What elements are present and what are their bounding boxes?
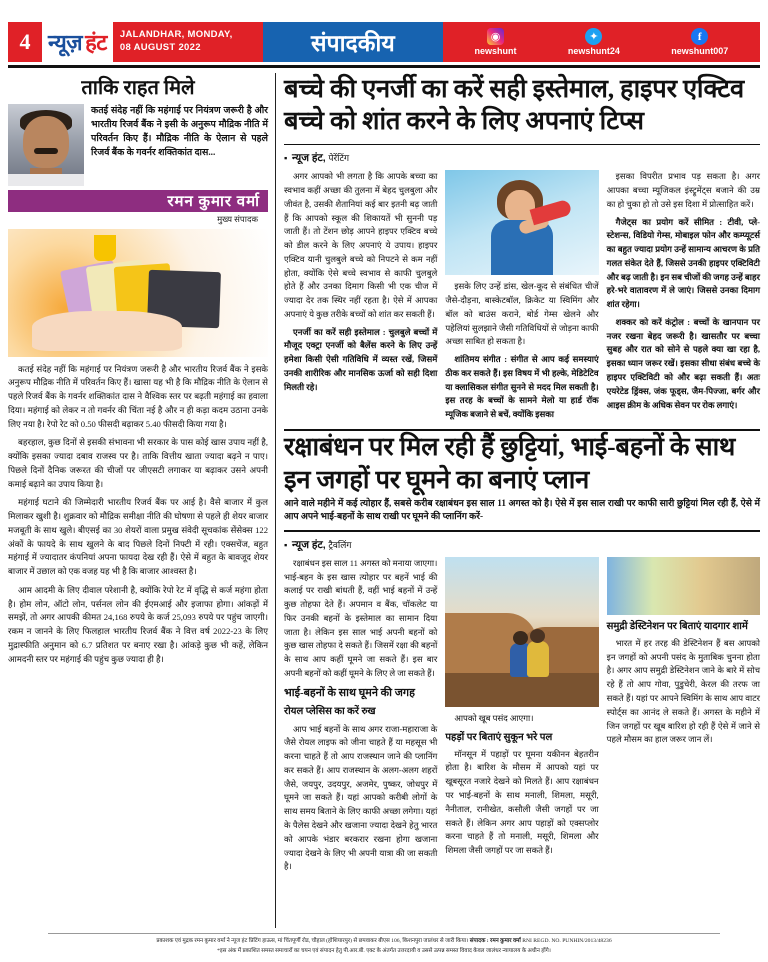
footer-line-1 [24,937,744,947]
byline-desk: ट्रैवलिंग [328,539,352,550]
editorial-body [8,363,268,672]
story-travel-byline [284,538,760,552]
story-para: रक्षाबंधन इस साल 11 अगस्त को मनाया जाएगा। भाई-बहन के इस खास त्योहार पर बहनें भाई की कलाई पर राखी बांधती हैं, वहीं भाई बहनों में उन्हें कुछ तोहफा देते हैं। अपमान व बैंक, चॉकलेट या फिर उनकी बहनों के इस्तेमाल का सामान दिया जाता है। लेकिन इस साल भाई अपनी बहनों को कुछ खास तोहफा दे सकते हैं। जिसमें रक्षा की बहनों के साथ आप कहीं घूमने जा सकते हैं। इस बार अपनी बहनों को कहीं घूमने के लिए ले जा सकते हैं। [284,557,438,678]
photo-face [23,116,69,168]
story-para-subhead: शांतिमय संगीत : संगीत से आप कई समस्याएं ठीक कर सकते हैं। इस विषय में भी हल्के, मेडिटेटिव या क्लासिकल संगीत सुनने से मदद मिल सकती है। इस तरह के बच्चों के सामने मेलो या हार्ड रॉक म्यूजिक बजाने से बचें, क्योंकि इसका [445,354,599,420]
editorial-intro: कतई संदेह नहीं कि महंगाई पर नियंत्रण जरूरी है और भारतीय रिजर्व बैंक ने इसी के अनुरूप मौद्रिक नीति में परिवर्तन किए हैं। मौद्रिक नीति के ऐलान से पहले रिजर्व बैंक के गवर्नर शक्तिकांत दास... [91,105,268,159]
story-travel-headline[interactable]: रक्षाबंधन पर मिल रही हैं छुट्टियां, भाई-बहनों के साथ इन जगहों पर घूमने का बनाएं प्लान [284,432,736,495]
byline-bullet-icon: ▪ [284,153,288,165]
byline-publication: न्यूज हंट, [292,152,326,165]
story-para-subhead: गैजेट्स का प्रयोग करें सीमित : टीवी, प्ले-स्टेशन्स, विडियो गेम्स, मोबाइल फोन और कम्प्यूटर्स का बहुत ज्यादा प्रयोग उन्हें सामान्य आचरण के प्रति गलत संकेत देते हैं, जिससे उनकी हाइपर एक्टिविटी और बढ़ जाती है। इन सब चीजों की जगह उन्हें बाहर हरे-भरे वातावरण में ले जाएं। जिससे उनका दिमाग शांत रहेगा। [606,216,760,310]
story-column-3 [607,170,760,426]
photo-child-yellow [527,641,549,677]
page-content [8,73,760,928]
story-para: इसका विपरीत प्रभाव पड़ सकता है। अगर आपका बच्चा म्यूजिकल इंस्ट्रूमेंट्स बजाने की उम्र का हो चुका हो तो उसे इस दिशा में प्रोत्साहित करें। [606,171,760,209]
masthead [8,22,760,62]
editorial-para: आम आदमी के लिए दीवाल परेशानी है, क्योंकि रेपो रेट में वृद्धि से कर्ज महंगा होता है। होम लोन, ऑटो लोन, पर्सनल लोन की ईएमआई और इजाफा होगा। आंकड़ों में समझें, तो अगर आपकी कीमत 24,168 रुपये के कर्ज 25,093 रुपये पर पहुंच जाएगी। रकम न जानने के लिए फिलहाल भारतीय रिजर्व बैंक ने वित्त वर्ष 2022-23 के लिए मुद्रास्फीति अनुमान को 6.7 प्रतिशत पर बनाए रखा है। आंकड़े कुछ भी कहें, लेकिन आमदनी स्तर पर महंगाई की पहुंच कुछ ज्यादा ही है। [8,584,268,664]
travel-subhead-hills: पहड़ों पर बिताएं सुकून भरे पल [445,731,553,743]
story-column-1 [284,170,437,426]
facebook-icon: f [691,28,708,45]
facebook-handle: newshunt007 [671,46,729,56]
photo-child-blue-head [513,631,528,645]
publication-logo[interactable] [42,22,113,62]
social-instagram[interactable] [475,28,517,56]
story-parenting-byline [284,151,760,165]
story-parenting-columns [284,170,760,426]
date-city-day: JALANDHAR, MONDAY, [119,29,233,41]
instagram-icon: ◉ [487,28,504,45]
travel-column-3 [607,557,760,878]
photo-child-yellow-head [530,629,545,643]
story-para-subhead: शक्कर को करें कंट्रोल : बच्चों के खानपान पर नजर रखना बेहद जरूरी है। खासतौर पर बच्चा सुबह और रात को सोने से पहले क्या खा रहा है, इसका ध्यान जरूर रखें। इसका सीधा संबंध बच्चे के हाइपर एक्टिविटी को और बढ़ा सकती हैं। अतः एयरेटेड ड्रिंक्स, जंक फूड्स, जैम-पिज्जा, बर्गर और आइस क्रीम के अधिक सेवन पर रोक लगाएं। [606,316,760,410]
photo-moustache [34,148,58,154]
logo-text-hunt: हंट [85,30,107,55]
story-para: आप भाई बहनों के साथ अगर राजा-महाराजा के जैसे रोयल लाइफ को जीना चाहते हैं या महसूस भी करना चाहते हैं तो आप राजस्थान जाने की प्लानिंग कर सकते हैं। आप राजस्थान के अलग-अलग शहरों जैसे, जयपुर, उदयपुर, अजमेर, पुष्कर, जोधपुर में घूमने जा सकते हैं। यहां आपको करीबी लोगों के साथ समय बिताने के लिए काफी अच्छा लगेगा। यहां के पैलेस देखने और खजाना ज्यादा देखने हेतु भारत को आपके भंडार बरकरार रखना होगा खजाना ज्यादा देखने के लिए भी अपनी यात्रा की जा सकती है। [284,723,438,872]
story-para: मॉनसून में पहाड़ों पर घूमना यकीनन बेहतरीन होता है। बारिश के मौसम में आपको यहां पर खूबसूरत नजारे देखने को मिलते हैं। आप रक्षाबंधन पर भाई-बहनों के साथ मनाली, शिमला, मसूरी, नैनीताल, रानीखेत, कसौली जैसी जगहों पर जा सकते हैं। लेकिन अगर आप पहाड़ों को एक्सप्लोर करना चाहते हैं तो मनाली, मसूरी, शिमला और शिमला जैसी जगहों पर जा सकते हैं। [445,748,599,856]
travel-column-2 [445,557,598,878]
travel-subhead-main: भाई-बहनों के साथ घूमने की जगह [284,686,415,699]
section-title: संपादकीय [263,22,443,62]
editorial-title: ताकि राहत मिले [81,76,195,99]
footer-publisher: प्रकाशक एवं मुद्रक रमन कुमार वर्मा ने न्यूज हंट प्रिटिंग हाऊस, मां चिंतपूर्णी रोड, चौहाल (होशियारपुर) से छपवाकर बीएस 106, किशनपुरा जालंधर से जारी किया। [156,938,469,944]
byline-desk: पेरेंटिंग [328,153,350,164]
newspaper-page [0,22,768,962]
story-travel [284,431,760,878]
editorial-para: कतई संदेह नहीं कि महंगाई पर नियंत्रण जरूरी है और भारतीय रिजर्व बैंक ने इसके अनुरूप मौद्रिक नीति में परिवर्तन किए हैं। खासा यह भी है कि मौद्रिक नीति के ऐलान से पहले रिजर्व बैंक के गवर्नर शक्तिकांत दास ने वैश्विक स्तर पर बढ़ती महंगाई का हवाला दिया। महंगाई को लेकर न तो गवर्नर की चिंता नई है और न ही कड़ा कदम उठाना उनके लिए नया है। रेपो रेट को 0.50 फीसदी बढ़ाकर 5.40 फीसदी किया गया है। [8,363,268,429]
byline-publication: न्यूज हंट, [292,538,326,551]
travel-subhead-sea: समुद्री डेस्टिनेशन पर बिताएं यादगार शामें [606,620,748,632]
stories-column [276,73,760,928]
edition-date [113,22,263,62]
twitter-icon: ✦ [585,28,602,45]
date-value: 08 AUGUST 2022 [119,42,201,53]
editorial-header [8,104,268,186]
photo-hand [32,311,182,351]
photo-shirt [8,174,84,186]
page-number: 4 [8,22,42,62]
editorial-para: महंगाई घटाने की जिम्मेदारी भारतीय रिजर्व बैंक पर आई है। वैसे बाजार में कुल मिलाकर खुशी है। शुक्रवार को मौद्रिक समीक्षा नीति की घोषणा से पहले ही शेयर बाजार मजबूती के साथ खुले। बीएसई का 30 शेयरों वाला प्रमुख संवेदी सूचकांक सेंसेक्स 122 अंकों के फायदे के साथ खुलने के बाद पिछले दिनों निफ्टी में रही। एक्सचेंज, बहुत महंगाई में ज्यादातर कंपनियां अपना फायदा देख रही हैं। ऐसे में बहुत के बावजूद शेयर बाजार में उछाल को एक वजह यह भी है कि बाजार आश्वस्त है। [8,497,268,576]
byline-bullet-icon: ▪ [284,539,288,551]
footer-line-2: *इस अंक में प्रकाशित समस्त समाचारों का चयन एवं संपादन हेतु पी.आर.बी. एक्ट के अंतर्गत उत्तरदायी व उससे उत्पन्न समस्त विवाद केवल जालंधर न्यायालय के अधीन होंगे। [217,947,551,954]
story-para-subhead: एनर्जी का करें सही इस्तेमाल : चुलबुले बच्चों में मौजूद एक्ट्रा एनर्जी को बैलेंस करने के लिए उन्हें हमेशा किसी ऐसी गतिविधि में व्यस्त रखें, जिसमें उनकी शारीरिक और मानसिक ऊर्जा को सही दिशा मिलती रहे। [284,326,438,392]
footer-editor: संपादक : रमन कुमार वर्मा [469,938,521,944]
editor-photo [8,104,84,186]
twitter-handle: newshunt24 [567,46,620,56]
social-facebook[interactable] [671,28,728,56]
social-links [443,22,760,62]
story-para: भारत में हर तरह की डेस्टिनेशन हैं बस आपको इन जगहों को अपनी पसंद के मुताबिक चुनना होता है। अगर आप समुद्री डेस्टिनेशन जाने के बारे में सोच रहे हैं तो आप गोवा, पुडुचेरी, केरल की तरफ जा सकते हैं। यहां पर आपने स्विमिंग के साथ आप वाटर स्पोर्ट्स का आनंद ले सकते हैं। अगस्त के महीने में जिन जगहों पर खूब बारिश हो रही हैं ऐसे में जाने से पहले मौसम का हाल जरूर जान लें। [606,637,760,745]
photo-cup [94,235,116,261]
travel-column-1 [284,557,437,878]
headline-divider [284,144,760,146]
editorial-column [8,73,276,928]
story-column-2 [445,170,598,426]
story-travel-columns [284,557,760,878]
story-parenting-headline[interactable]: बच्चे की एनर्जी का करें सही इस्तेमाल, हाइपर एक्टिव बच्चे को शांत करने के लिए अपनाएं टिप्स [284,73,745,136]
photo-ledge [445,673,598,707]
instagram-handle: newshunt [474,46,517,56]
landscape-photo [607,557,760,615]
story-para: अगर आपको भी लगता है कि आपके बच्चा का स्वभाव कहीं अच्छा की तुलना में बेहद चुलबुला और जीवंत है, उसकी शैतानियां कई बार इतनी बढ़ जाती हैं कि आपको स्कूल की शिकायतें भी सुननी पड़ जाती हैं। तो टेंशन छोड़ आपने हाइपर एक्टिव बच्चे को डील करने के लिए अपनाएं ये उपाय। हाइपर एक्टिव यानी चुलबुले बच्चे को निपटने से कम नहीं होता, क्योंकि ऐसे बच्चे स्वभाव से काफी चुलबुले होते हैं और उनका दिमाग किसी भी एक चीज में ज्यादा देर तक स्थिर नहीं रहता है। ऐसे में आपका अपनाएं ये कुछ तरीके बच्चों को शांत कर सकती हैं। [284,171,438,319]
story-para: आपको खूब पसंद आएगा। [454,712,534,723]
story-travel-standfirst: आने वाले महीने में कई त्योहार हैं, सबसे करीब रक्षाबंधन इस साल 11 अगस्त को है। ऐसे में इस साल राखी पर काफी सारी छुट्टियां मिल रही हैं, ऐसे में आप अपने भाई-बहनों के साथ राखी पर घूमने की प्लानिंग करें- [284,497,760,522]
social-twitter[interactable] [568,28,620,56]
editorial-para: बहरहाल, कुछ दिनों से इसकी संभावना भी सरकार के पास कोई खास उपाय नहीं है, क्योंकि इसका ज्यादा दबाव राजस्व पर है। ताकि वित्तीय खाता ज्यादा बढ़ने न पाए। पिछले दिनों दैनिक जरूरत की चीजों पर जीएसटी लगाकर या बढ़ाकर उसने अपनी कमाई बढ़ाने का उपाय किया है। [8,437,268,489]
credit-cards-photo [8,229,268,357]
story-para: इसके लिए उन्हें डांस, खेल-कूद से संबंधित चीजें जैसे-दौड़ना, बास्केटबॉल, क्रिकेट या स्विमिंग और बॉल को बाउंस कराने, बोर्ड गेम्स खेलने और पहेलियां सुलझाने जैसी गतिविधियों से जोड़ना काफी अच्छा साबित हो सकता है। [445,281,599,347]
travel-subhead-royal: रोयल प्लेसिस का करें रुख [284,706,376,718]
kid-photo [445,170,598,275]
canyon-photo [445,557,598,707]
story-parenting [284,73,760,426]
footer-divider [48,933,720,934]
masthead-divider [8,65,760,68]
logo-text-news: न्यूज़ [48,30,83,55]
footer-imprint [0,933,768,956]
editorial-author-role: मुख्य संपादक [217,213,258,224]
headline-divider [284,530,760,532]
editorial-author: रमन कुमार वर्मा [8,190,268,212]
footer-rni: RNI REGD. NO. PUNHIN/2013/48236 [522,938,612,944]
